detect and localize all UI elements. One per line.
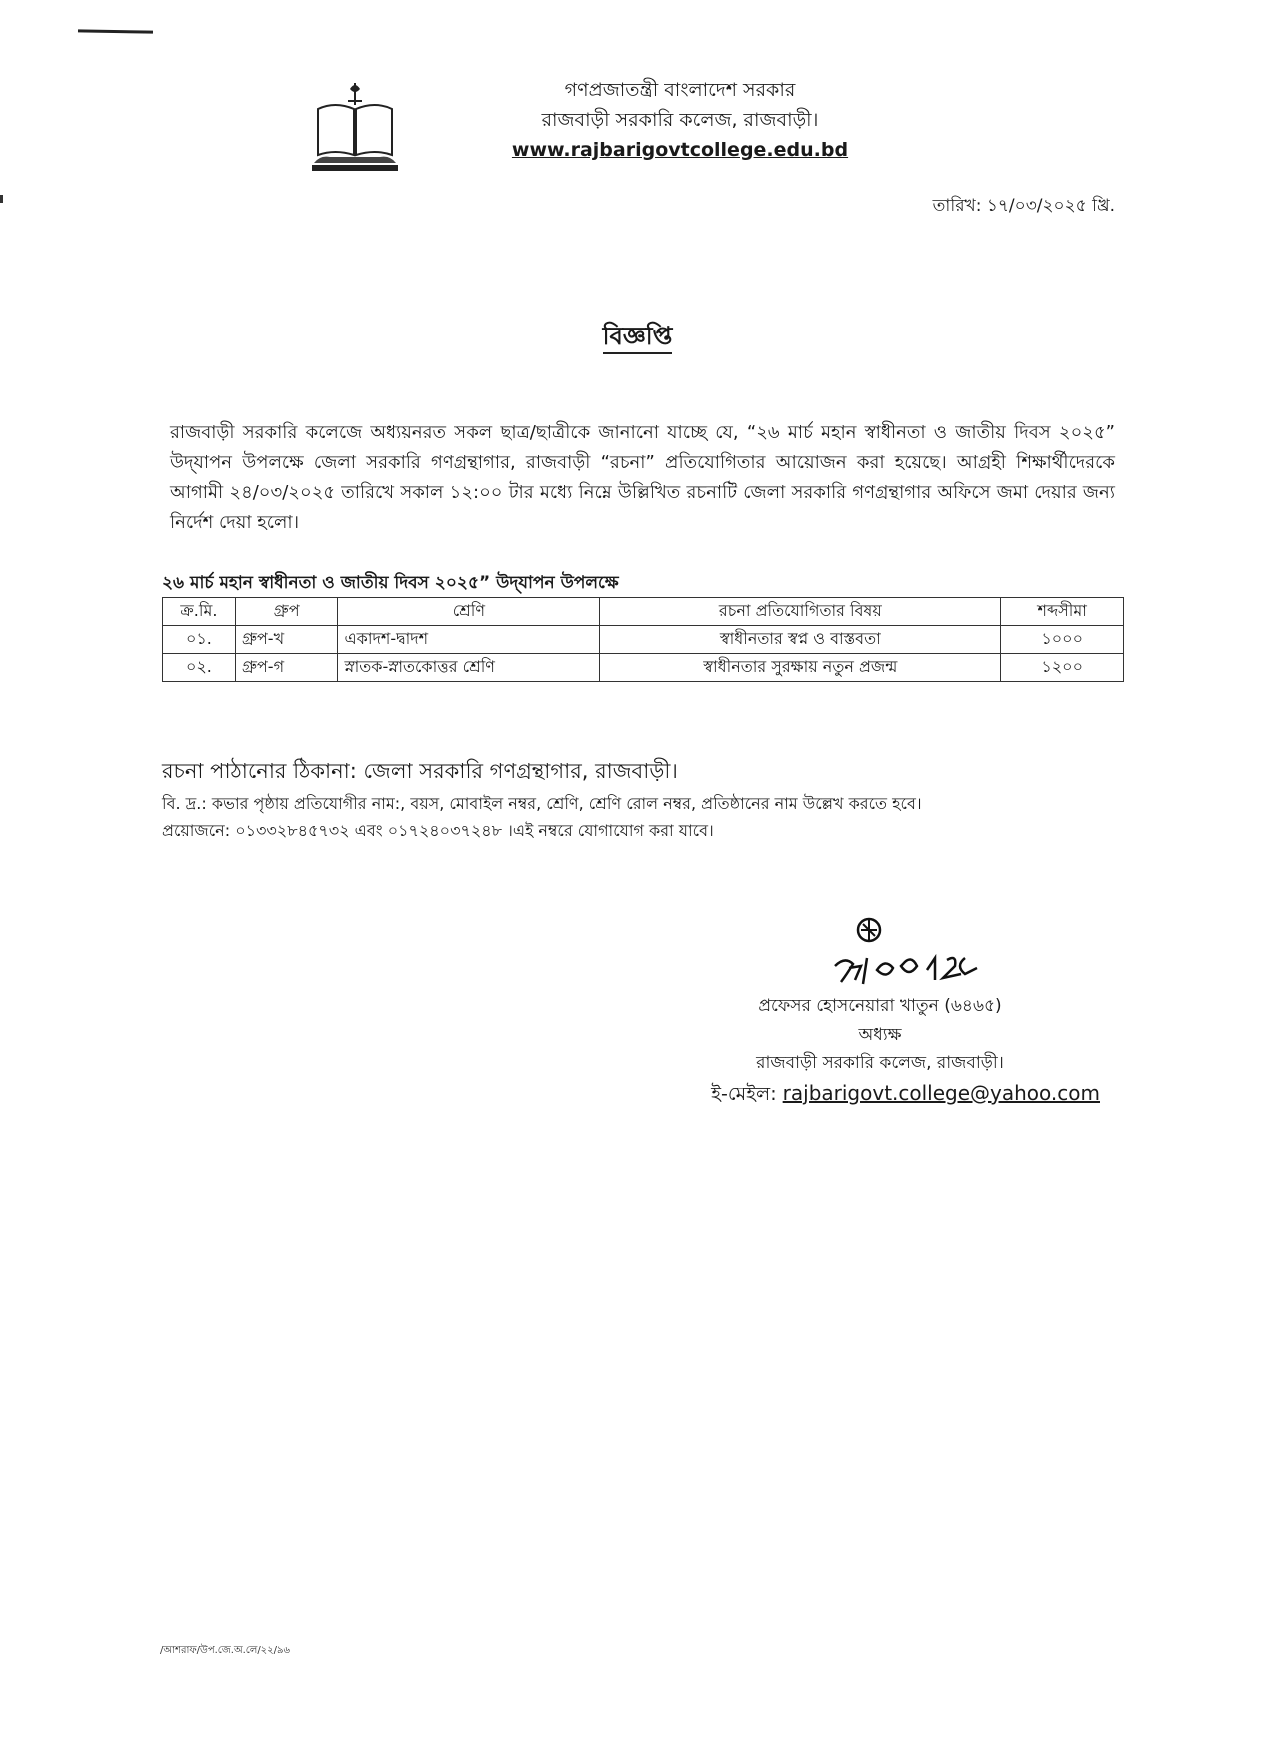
notes — [162, 790, 922, 844]
cell-serial: ০২. — [163, 654, 236, 682]
cell-class: একাদশ-দ্বাদশ — [338, 626, 600, 654]
notice-title: বিজ্ঞপ্তি — [0, 318, 1275, 358]
cell-serial: ০১. — [163, 626, 236, 654]
table-header-row — [163, 598, 1124, 626]
notice-date: তারিখ: ১৭/০৩/২০২৫ খ্রি. — [932, 196, 1115, 216]
cell-group: গ্রুপ-খ — [235, 626, 338, 654]
government-name: গণপ্রজাতন্ত্রী বাংলাদেশ সরকার — [564, 79, 796, 101]
scan-dot — [0, 195, 3, 203]
table-row — [163, 654, 1124, 682]
cell-word-limit: ১০০০ — [1001, 626, 1124, 654]
table-row — [163, 626, 1124, 654]
table-heading: ২৬ মার্চ মহান স্বাধীনতা ও জাতীয় দিবস ২০২৫” উদ্‌যাপন উপলক্ষে — [162, 573, 619, 593]
cell-group: গ্রুপ-গ — [235, 654, 338, 682]
email-label: ই-মেইল: — [711, 1083, 783, 1105]
cell-topic: স্বাধীনতার সুরক্ষায় নতুন প্রজন্ম — [600, 654, 1001, 682]
email-link[interactable]: rajbarigovt.college@yahoo.com — [782, 1081, 1100, 1105]
signature-block — [700, 900, 1120, 1200]
college-name: রাজবাড়ী সরকারি কলেজ, রাজবাড়ী। — [541, 109, 819, 131]
cell-word-limit: ১২০০ — [1001, 654, 1124, 682]
col-serial: ক্র.মি. — [163, 598, 236, 626]
signatory-institution: রাজবাড়ী সরকারি কলেজ, রাজবাড়ী। — [756, 1053, 1004, 1073]
cell-class: স্নাতক-স্নাতকোত্তর শ্রেণি — [338, 654, 600, 682]
col-group: গ্রুপ — [235, 598, 338, 626]
handwritten-signature — [805, 908, 985, 996]
cell-topic: স্বাধীনতার স্বপ্ন ও বাস্তবতা — [600, 626, 1001, 654]
competition-table — [162, 597, 1124, 682]
notice-body: রাজবাড়ী সরকারি কলেজে অধ্যয়নরত সকল ছাত্র/ছাত্রীকে জানানো যাচ্ছে যে, “২৬ মার্চ মহান স্বাধীনতা ও জাতীয় দিবস ২০২৫” উদ্‌যাপন উপলক্ষে জেলা সরকারি গণগ্রন্থাগার, রাজবাড়ী “রচনা” প্রতিযোগিতার আয়োজন করা হয়েছে। আগ্রহী শিক্ষার্থীদেরকে আগামী ২৪/০৩/২০২৫ তারিখে সকাল ১২:০০ টার মধ্যে নিম্নে উল্লিখিত রচনাটি জেলা সরকারি গণগ্রন্থাগার অফিসে জমা দেয়ার জন্য নির্দেশ দেয়া হলো। — [170, 422, 1115, 533]
college-website-link[interactable]: www.rajbarigovtcollege.edu.bd — [511, 139, 849, 161]
footer-reference: /আশরাফ/উপ.জে.অ.লে/২২/৯৬ — [160, 1645, 291, 1656]
col-class: শ্রেণি — [338, 598, 600, 626]
scan-mark — [78, 29, 153, 33]
signatory-name: প্রফেসর হোসনেয়ারা খাতুন (৬৪৬৫) — [758, 996, 1002, 1016]
note-contact: প্রয়োজনে: ০১৩৩২৮৪৫৭৩২ এবং ০১৭২৪০৩৭২৪৮ ।এই নম্বরে যোগাযোগ করা যাবে। — [162, 821, 714, 840]
note-cover-page: বি. দ্র.: কভার পৃষ্ঠায় প্রতিযোগীর নাম:, বয়স, মোবাইল নম্বর, শ্রেণি, শ্রেণি রোল নম্বর, প্রতিষ্ঠানের নাম উল্লেখ করতে হবে। — [162, 794, 922, 813]
submission-address: রচনা পাঠানোর ঠিকানা: জেলা সরকারি গণগ্রন্থাগার, রাজবাড়ী। — [162, 759, 678, 783]
signatory-designation: অধ্যক্ষ — [858, 1025, 902, 1045]
col-word-limit: শব্দসীমা — [1001, 598, 1124, 626]
college-logo — [310, 81, 400, 173]
col-topic: রচনা প্রতিযোগিতার বিষয় — [600, 598, 1001, 626]
